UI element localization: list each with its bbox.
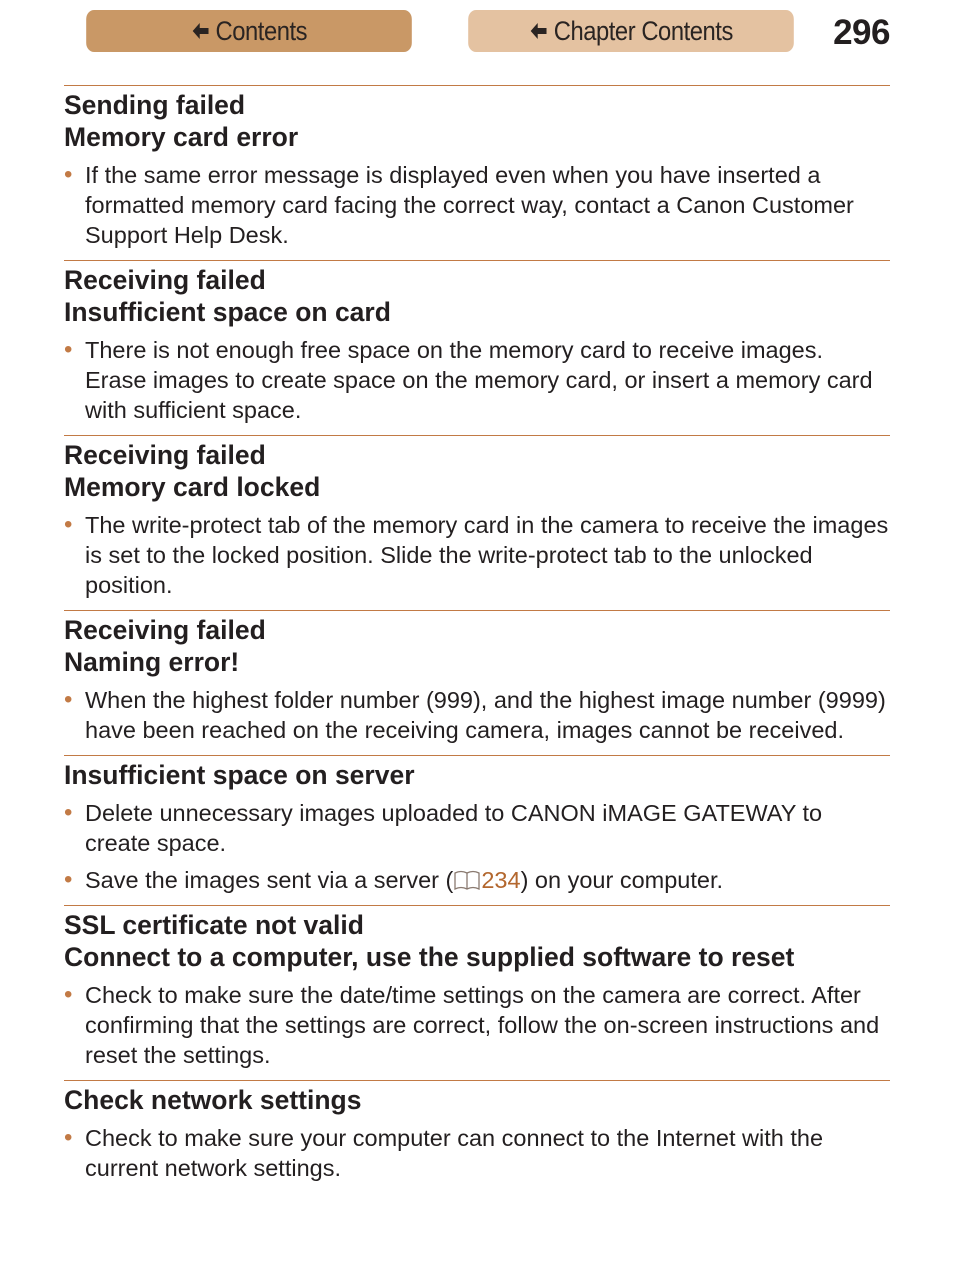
bullet-text: There is not enough free space on the memory card to receive images. Erase images to create space on the memory card, or insert a memory card with sufficient space. [85, 337, 873, 423]
bullet-item [64, 1123, 890, 1183]
heading-line: Naming error! [64, 647, 240, 677]
top-navigation [64, 10, 890, 52]
bullet-icon: • [64, 799, 73, 826]
bullet-item [64, 160, 890, 250]
bullet-list [64, 335, 890, 425]
bullet-item [64, 798, 890, 858]
heading-line: Receiving failed [64, 440, 266, 470]
bullet-icon: • [64, 511, 73, 538]
bullet-item [64, 510, 890, 600]
bullet-text: Delete unnecessary images uploaded to CANON iMAGE GATEWAY to create space. [85, 800, 823, 856]
bullet-text: Check to make sure the date/time settings on the camera are correct. After confirming that the settings are correct, follow the on-screen instructions and reset the settings. [85, 982, 880, 1068]
arrow-left-icon [191, 20, 210, 42]
heading-line: Connect to a computer, use the supplied software to reset [64, 942, 795, 972]
section-heading [64, 264, 890, 328]
section-heading [64, 909, 890, 973]
section-heading [64, 89, 890, 153]
contents-button[interactable] [86, 10, 412, 52]
section-receiving-failed-insufficient-space [64, 260, 890, 435]
chapter-contents-button-label: Chapter Contents [553, 15, 733, 46]
section-heading [64, 439, 890, 503]
bullet-item [64, 685, 890, 745]
error-message-list [64, 85, 890, 1193]
bullet-icon: • [64, 686, 73, 713]
section-heading [64, 759, 890, 791]
heading-line: Memory card locked [64, 472, 321, 502]
section-ssl-certificate-not-valid [64, 905, 890, 1080]
bullet-list [64, 510, 890, 600]
section-receiving-failed-naming-error [64, 610, 890, 755]
section-sending-failed-memory-card-error [64, 85, 890, 260]
bullet-text: The write-protect tab of the memory card in the camera to receive the images is set to the locked position. Slide the write-protect tab to the unlocked position. [85, 512, 889, 598]
bullet-icon: • [64, 1124, 73, 1151]
section-receiving-failed-memory-card-locked [64, 435, 890, 610]
bullet-text: If the same error message is displayed even when you have inserted a formatted memory card facing the correct way, contact a Canon Customer Support Help Desk. [85, 162, 854, 248]
bullet-item [64, 865, 890, 895]
heading-line: Insufficient space on server [64, 760, 415, 790]
bullet-icon: • [64, 866, 73, 893]
bullet-icon: • [64, 161, 73, 188]
heading-line: SSL certificate not valid [64, 910, 364, 940]
section-insufficient-space-on-server [64, 755, 890, 905]
page-number: 296 [833, 13, 890, 52]
page-reference-link[interactable] [453, 867, 520, 893]
bullet-text: When the highest folder number (999), and the highest image number (9999) have been reached on the receiving camera, images cannot be received. [85, 687, 886, 743]
contents-button-label: Contents [215, 15, 308, 46]
section-heading [64, 1084, 890, 1116]
heading-line: Insufficient space on card [64, 297, 391, 327]
heading-line: Sending failed [64, 90, 246, 120]
bullet-icon: • [64, 336, 73, 363]
bullet-item [64, 980, 890, 1070]
page-reference-number: 234 [481, 867, 521, 893]
bullet-item [64, 335, 890, 425]
bullet-list [64, 160, 890, 250]
bullet-list [64, 980, 890, 1070]
heading-line: Check network settings [64, 1085, 362, 1115]
bullet-text-before: Save the images sent via a server ( [85, 867, 454, 893]
bullet-list [64, 1123, 890, 1183]
bullet-list [64, 685, 890, 745]
heading-line: Memory card error [64, 122, 299, 152]
chapter-contents-button[interactable] [468, 10, 794, 52]
heading-line: Receiving failed [64, 615, 266, 645]
section-heading [64, 614, 890, 678]
bullet-list [64, 798, 890, 895]
arrow-left-icon [529, 20, 548, 42]
book-icon [453, 868, 481, 890]
bullet-icon: • [64, 981, 73, 1008]
section-check-network-settings [64, 1080, 890, 1193]
bullet-text-after: ) on your computer. [520, 867, 724, 893]
heading-line: Receiving failed [64, 265, 266, 295]
bullet-text: Check to make sure your computer can connect to the Internet with the current network settings. [85, 1125, 824, 1181]
